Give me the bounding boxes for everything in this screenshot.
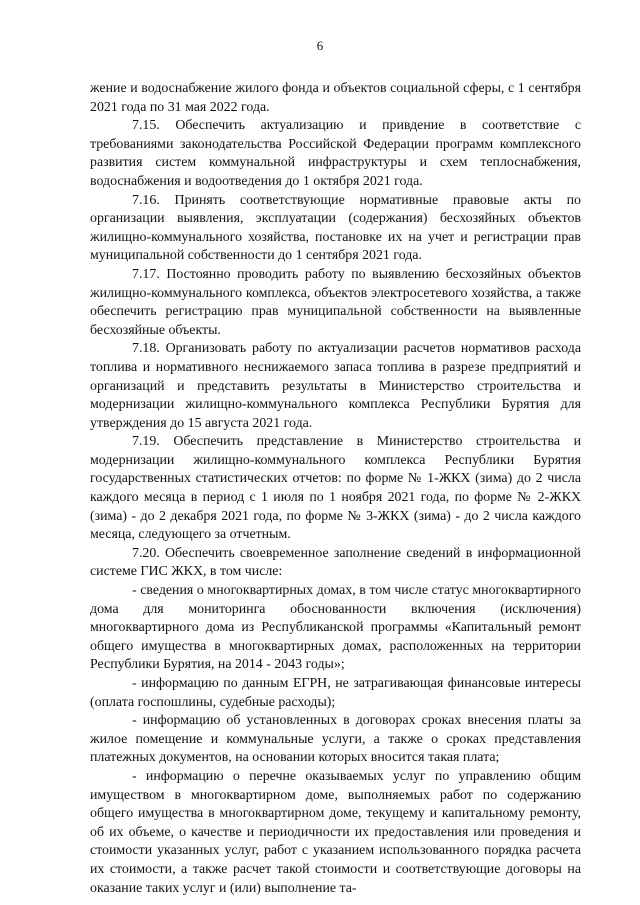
paragraph-continuation: жение и водоснабжение жилого фонда и объектов социальной сферы, с 1 сентября 2021 года по 31 мая 2022 года. <box>90 81 581 115</box>
paragraph-item-7-16: 7.16. Принять соответствующие нормативные правовые акты по организации выявления, эксплуатации (содержания) бесхозяйных объектов жилищно-коммунального хозяйства, постановке их на учет и регистрации прав муниципальной собственности до 1 сентября 2021 года. <box>90 192 581 264</box>
list-item-gis-egrn: - информацию по данным ЕГРН, не затрагивающая финансовые интересы (оплата госпошлины, судебные расходы); <box>90 676 581 710</box>
paragraph-item-7-18: 7.18. Организовать работу по актуализации расчетов нормативов расхода топлива и нормативного неснижаемого запаса топлива в разрезе предприятий и организаций и представить результаты в Министерство строительства и модернизации жилищно-коммунального комплекса Республики Бурятия для утверждения до 15 августа 2021 года. <box>90 341 581 431</box>
list-item-gis-payment-terms: - информацию об установленных в договорах сроках внесения платы за жилое помещение и коммунальные услуги, а также о сроках представления платежных документов, на основании которых вносится такая плата; <box>90 713 581 766</box>
document-body <box>90 80 581 898</box>
paragraph-item-7-19: 7.19. Обеспечить представление в Министерство строительства и модернизации жилищно-коммунального комплекса Республики Бурятия государственных статистических отчетов: по форме № 1-ЖКХ (зима) до 2 числа каждого месяца в период с 1 июля по 1 ноября 2021 года, по форме № 2-ЖКХ (зима) - до 2 декабря 2021 года, по форме № 3-ЖКХ (зима) - до 2 числа каждого месяца, следующего за отчетным. <box>90 434 581 543</box>
paragraph-item-7-15: 7.15. Обеспечить актуализацию и привдение в соответствие с требованиями законодательства Российской Федерации программ комплексного развития систем коммунальной инфраструктуры и схем теплоснабжения, водоснабжения и водоотведения до 1 октября 2021 года. <box>90 118 581 189</box>
list-item-gis-services: - информацию о перечне оказываемых услуг по управлению общим имуществом в многоквартирном доме, выполняемых работ по содержанию общего имущества в многоквартирном доме, текущему и капитальному ремонту, об их объеме, о качестве и периодичности их предоставления или проведения и стоимости указанных услуг, работ с указанием использованного порядка расчета их стоимости, а также расчет такой стоимости и соответствующие договоры на оказание таких услуг и (или) выполнение та- <box>90 768 581 896</box>
paragraph-item-7-20: 7.20. Обеспечить своевременное заполнение сведений в информационной системе ГИС ЖКХ, в том числе: <box>90 545 581 580</box>
paragraph-item-7-17: 7.17. Постоянно проводить работу по выявлению бесхозяйных объектов жилищно-коммунального комплекса, объектов электросетевого хозяйства, а также обеспечить регистрацию прав муниципальной собственности на выявленные бесхозяйные объекты. <box>90 266 581 338</box>
page-number: 6 <box>316 38 324 53</box>
list-item-gis-apartment-buildings: - сведения о многоквартирных домах, в том числе статус многоквартирного дома для мониторинга обоснованности включения (исключения) многоквартирного дома из Республиканской программы «Капитальный ремонт общего имущества в многоквартирных домах, расположенных на территории Республики Бурятия, на 2014 - 2043 годы»; <box>90 583 581 673</box>
